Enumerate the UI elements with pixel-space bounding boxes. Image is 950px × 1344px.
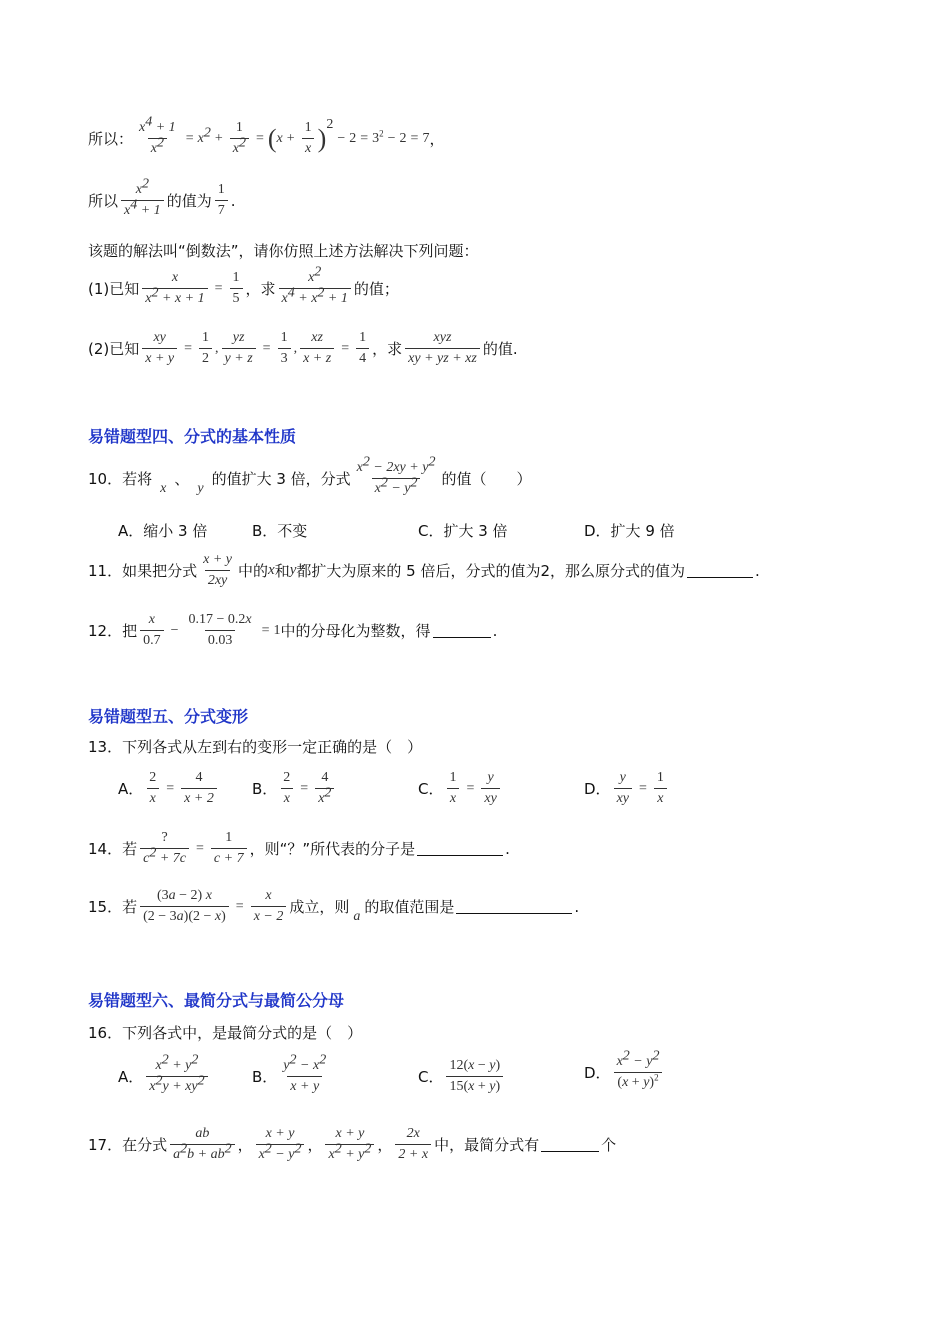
question-13: 13． 下列各式从左到右的变形一定正确的是（ ） <box>88 738 423 756</box>
frac-1-over-7: $\frac{1}{7}$ <box>215 182 228 219</box>
intro-so2-label: 所以 <box>88 192 119 210</box>
q13-option-d: D． $\frac{y}{xy}$ = $\frac{1}{x}$ <box>584 770 670 807</box>
question-14: 14． 若 $\frac{?}{c^2 + 7c}$ = $\frac{1}{c + 7}$ ，则“？”所代表的分子是 . <box>88 830 510 866</box>
frac-q14-left: $\frac{?}{c^2 + 7c}$ <box>140 830 189 867</box>
q16-option-c: C． $\frac{12(x - y)}{15(x + y)}$ <box>418 1058 506 1095</box>
frac-x-over-x2-x-1: $\frac{x}{x^2 + x + 1}$ <box>142 270 207 307</box>
frac-q14-right: $\frac{1}{c + 7}$ <box>211 830 247 867</box>
section-heading-6: 易错题型六、最简分式与最简公分母 <box>88 991 345 1010</box>
intro-line-2: 所以 $\frac{x^2}{x^4 + 1}$ 的值为 $\frac{1}{7}$ . <box>88 176 236 218</box>
q10-option-d: D．扩大 9 倍 <box>584 522 675 540</box>
question-10: 10． 若将 x 、 y 的值扩大 3 倍，分式 $\frac{x^2 - 2xy + y^2}{x^2 - y^2}$ 的值（ ） <box>88 454 532 496</box>
question-16: 16． 下列各式中，是最简分式的是（ ） <box>88 1024 363 1042</box>
frac-q15-left: $\frac{(3a - 2) x}{(2 - 3a)(2 - x)}$ <box>140 888 229 925</box>
sub-question-1: (1)已知 $\frac{x}{x^2 + x + 1}$ = $\frac{1}{5}$ ，求 $\frac{x^2}{x^4 + x^2 + 1}$ 的值； <box>88 264 399 306</box>
frac-1-over-x2: $\frac{1}{x^2}$ <box>230 120 249 157</box>
answer-blank <box>541 1137 599 1152</box>
frac-q11: $\frac{x + y}{2xy}$ <box>203 552 232 588</box>
question-15: 15． 若 $\frac{(3a - 2) x}{(2 - 3a)(2 - x)}$ = $\frac{x}{x - 2}$ 成立，则 a 的取值范围是 . <box>88 888 580 924</box>
frac-q15-right: $\frac{x}{x - 2}$ <box>251 888 287 925</box>
section-heading-4: 易错题型四、分式的基本性质 <box>88 427 297 446</box>
frac-x4-plus-1-over-x2: $\frac{x^4 + 1}{x^2}$ <box>139 114 176 156</box>
q13-option-b: B． $\frac{2}{x}$ = $\frac{4}{x^2}$ <box>252 770 337 807</box>
q13-option-c: C． $\frac{1}{x}$ = $\frac{y}{xy}$ <box>418 770 503 807</box>
intro-line-1: 所以： $\frac{x^4 + 1}{x^2}$ = $x^2$ + $\frac{1}{x^2}$ = ( x + $\frac{1}{x}$ ) $^2$ − 2 = $3^2$ − 2 = 7 ， <box>88 114 445 156</box>
frac-x2-over-x4-x2-1: $\frac{x^2}{x^4 + x^2 + 1}$ <box>279 270 351 307</box>
q13-option-a: A． $\frac{2}{x}$ = $\frac{4}{x + 2}$ <box>118 770 220 807</box>
answer-blank <box>687 563 753 578</box>
question-12: 12． 把 $\frac{x}{0.7}$ − $\frac{0.17 - 0.2x}{0.03}$ = 1 中的分母化为整数，得 . <box>88 612 498 648</box>
sub-question-2: (2)已知 $\frac{xy}{x + y}$ = $\frac{1}{2}$ , $\frac{yz}{y + z}$ = $\frac{1}{3}$ , $\frac{xz}{x + z}$ = $\frac{1}{4}$ ，求 $\frac{\text{xyz}}{xy + yz + xz}$ 的值. <box>88 330 518 366</box>
answer-blank <box>433 623 491 638</box>
frac-q12: $\frac{0.17 - 0.2x}{0.03}$ <box>188 612 252 648</box>
q16-option-a: A． $\frac{x^2 + y^2}{x^2y + xy^2}$ <box>118 1058 211 1095</box>
q16-option-b: B． $\frac{y^2 - x^2}{x + y}$ <box>252 1052 327 1094</box>
q10-option-a: A．缩小 3 倍 <box>118 522 208 540</box>
question-11: 11． 如果把分式 $\frac{x + y}{2xy}$ 中的 x 和 y 都扩大为原来的 5 倍后，分式的值为 2 ，那么原分式的值为 . <box>88 552 760 588</box>
frac-x2-over-x4-plus-1: $\frac{x^2}{x^4 + 1}$ <box>121 182 164 219</box>
answer-blank <box>417 841 503 856</box>
frac-1-over-x: $\frac{1}{x}$ <box>302 120 315 157</box>
section-heading-5: 易错题型五、分式变形 <box>88 707 249 726</box>
frac-q10: $\frac{x^2 - 2xy + y^2}{x^2 - y^2}$ <box>356 454 436 496</box>
q10-option-c: C．扩大 3 倍 <box>418 522 508 540</box>
intro-so-label: 所以： <box>88 130 134 148</box>
method-note: 该题的解法叫“倒数法”，请你仿照上述方法解决下列问题： <box>88 242 479 260</box>
question-17: 17． 在分式 $\frac{ab}{a^2b + ab^2}$ ， $\frac{x + y}{x^2 - y^2}$ ， $\frac{x + y}{x^2 + y^2}$ ， $\frac{2x}{2 + x}$ 中，最简分式有 个 <box>88 1126 617 1162</box>
q16-option-d: D． $\frac{x^2 - y^2}{(x + y)^2}$ <box>584 1054 665 1091</box>
q10-option-b: B．不变 <box>252 522 308 540</box>
answer-blank <box>456 899 572 914</box>
